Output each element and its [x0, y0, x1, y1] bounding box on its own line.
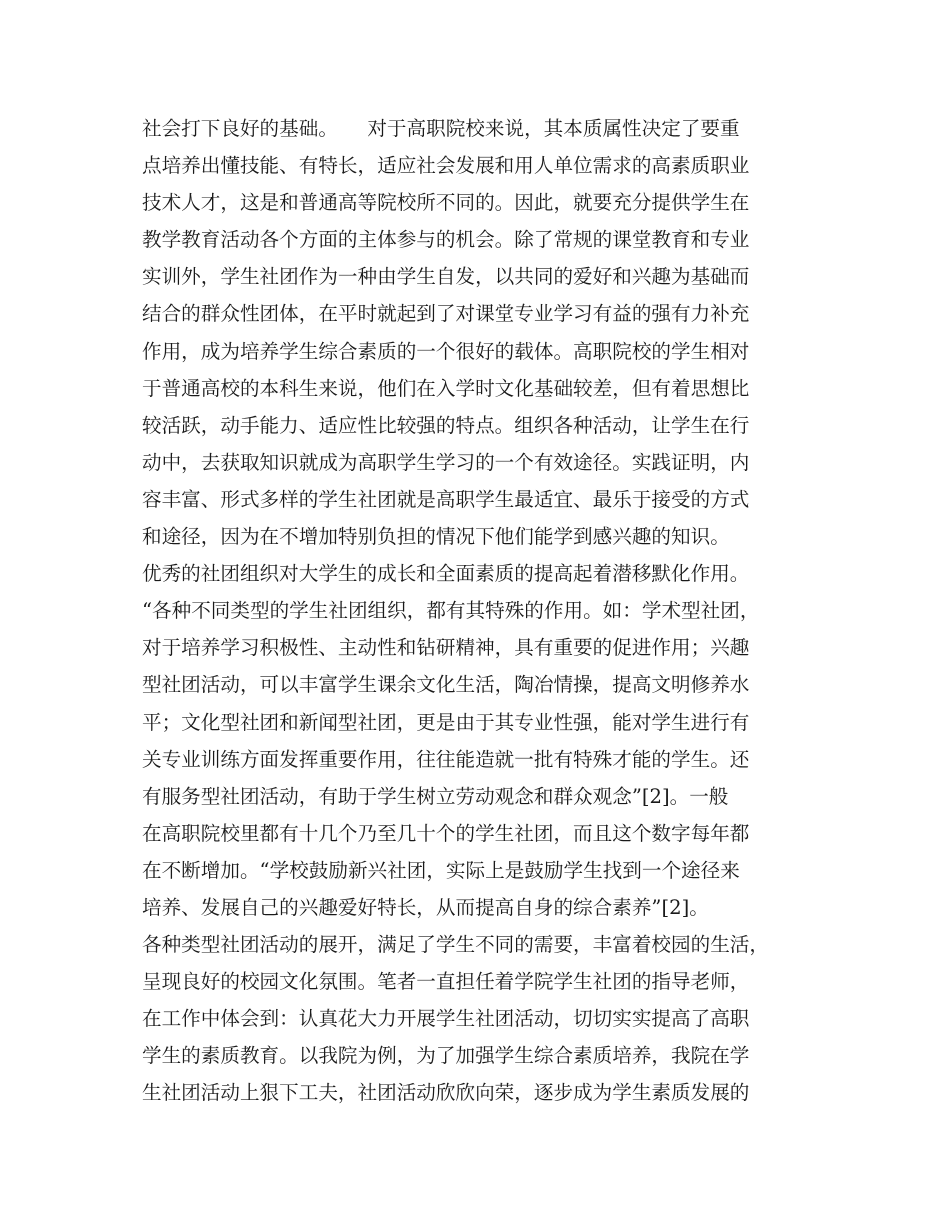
- text-line: 容丰富、形式多样的学生社团就是高职学生最适宜、最乐于接受的方式: [142, 487, 750, 511]
- text-line: 和途径，因为在不增加特别负担的情况下他们能学到感兴趣的知识。: [142, 525, 730, 549]
- text-line: 优秀的社团组织对大学生的成长和全面素质的提高起着潜移默化作用。: [142, 562, 750, 586]
- text-line: 学生的素质教育。以我院为例，为了加强学生综合素质培养，我院在学: [142, 1044, 750, 1068]
- text-line: 较活跃，动手能力、适应性比较强的特点。组织各种活动，让学生在行: [142, 413, 750, 437]
- text-line: 生社团活动上狠下工夫，社团活动欣欣向荣，逐步成为学生素质发展的: [142, 1081, 750, 1105]
- text-line: 实训外，学生社团作为一种由学生自发，以共同的爱好和兴趣为基础而: [142, 265, 750, 289]
- text-line: 在工作中体会到：认真花大力开展学生社团活动，切切实实提高了高职: [142, 1007, 750, 1031]
- text-line: 平；文化型社团和新闻型社团，更是由于其专业性强，能对学生进行有: [142, 710, 750, 734]
- text-line: 动中，去获取知识就成为高职学生学习的一个有效途径。实践证明，内: [142, 450, 750, 474]
- text-line: 技术人才，这是和普通高等院校所不同的。因此，就要充分提供学生在: [142, 191, 750, 215]
- text-line: 在高职院校里都有十几个乃至几十个的学生社团，而且这个数字每年都: [142, 821, 750, 845]
- text-line: 型社团活动，可以丰富学生课余文化生活，陶冶情操，提高文明修养水: [142, 673, 750, 697]
- text-line: 教学教育活动各个方面的主体参与的机会。除了常规的课堂教育和专业: [142, 228, 750, 252]
- text-line: 点培养出懂技能、有特长，适应社会发展和用人单位需求的高素质职业: [142, 154, 750, 178]
- text-line: “各种不同类型的学生社团组织，都有其特殊的作用。如：学术型社团，: [142, 599, 760, 623]
- text-line: 结合的群众性团体，在平时就起到了对课堂专业学习有益的强有力补充: [142, 302, 750, 326]
- text-line: 社会打下良好的基础。 对于高职院校来说，其本质属性决定了要重: [142, 117, 740, 140]
- text-line: 于普通高校的本科生来说，他们在入学时文化基础较差，但有着思想比: [142, 376, 750, 400]
- text-line: 培养、发展自己的兴趣爱好特长，从而提高自身的综合素养”[2]。: [142, 895, 709, 919]
- text-line: 作用，成为培养学生综合素质的一个很好的载体。高职院校的学生相对: [142, 339, 750, 363]
- body-paragraph: [142, 110, 842, 1112]
- text-line: 有服务型社团活动，有助于学生树立劳动观念和群众观念”[2]。一般: [142, 784, 729, 808]
- text-line: 呈现良好的校园文化氛围。笔者一直担任着学院学生社团的指导老师，: [142, 970, 750, 994]
- text-line: 关专业训练方面发挥重要作用，往往能造就一批有特殊才能的学生。还: [142, 747, 750, 771]
- text-line: 对于培养学习积极性、主动性和钻研精神，具有重要的促进作用；兴趣: [142, 636, 750, 660]
- text-line: 各种类型社团活动的展开，满足了学生不同的需要，丰富着校园的生活，: [142, 933, 769, 957]
- text-line: 在不断增加。“学校鼓励新兴社团，实际上是鼓励学生找到一个途径来: [142, 858, 740, 882]
